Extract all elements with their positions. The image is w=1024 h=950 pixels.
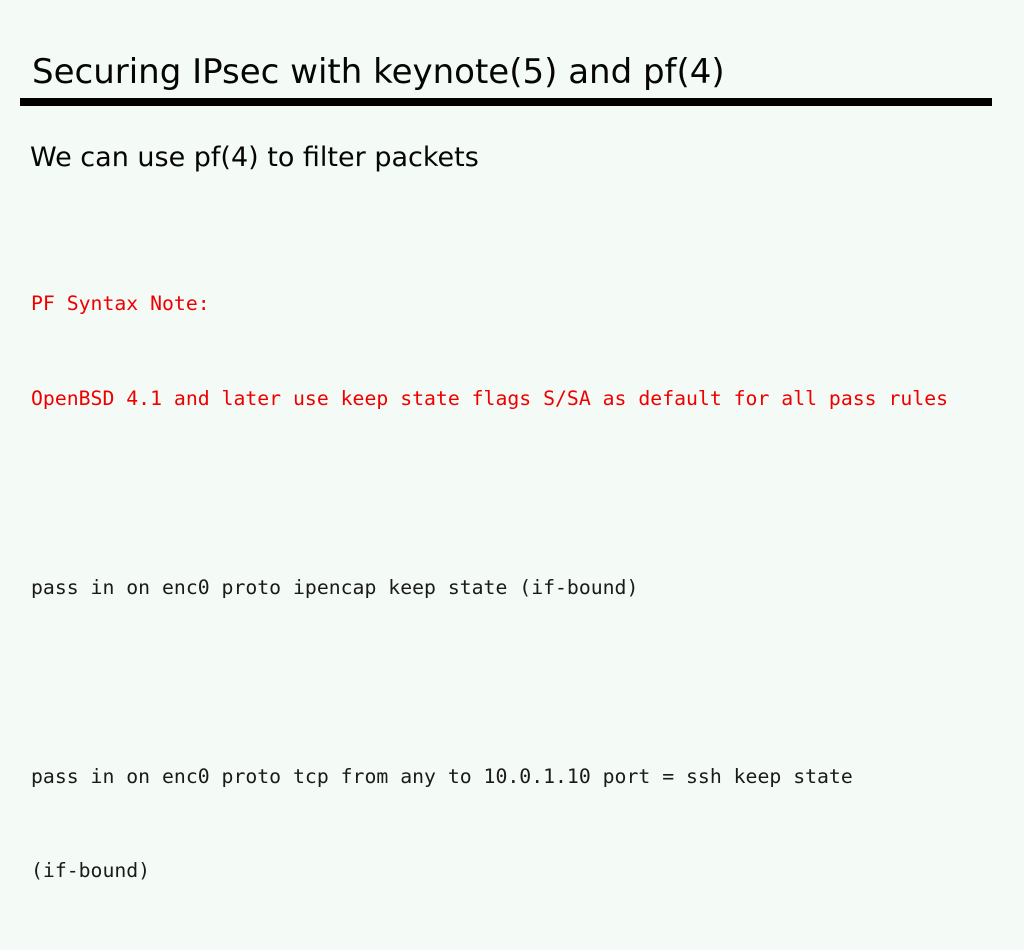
pf-rule-tcp-ssh-line1: pass in on enc0 proto tcp from any to 10.0.1.10 port = ssh keep state xyxy=(31,764,853,788)
pf-config-block xyxy=(31,225,948,950)
blank-line xyxy=(31,666,948,698)
slide-subtitle: We can use pf(4) to filter packets xyxy=(30,142,479,173)
pf-syntax-note-detail: OpenBSD 4.1 and later use keep state flags S/SA as default for all pass rules xyxy=(31,386,949,410)
title-underline-rule xyxy=(20,98,992,106)
pf-syntax-note-heading: PF Syntax Note: xyxy=(31,292,210,315)
pf-rule-tcp-ssh-line2: (if-bound) xyxy=(31,859,151,882)
pf-rule-ipencap: pass in on enc0 proto ipencap keep state (if-bound) xyxy=(31,575,639,599)
blank-line xyxy=(31,477,948,509)
slide-title: Securing IPsec with keynote(5) and pf(4) xyxy=(32,52,725,92)
